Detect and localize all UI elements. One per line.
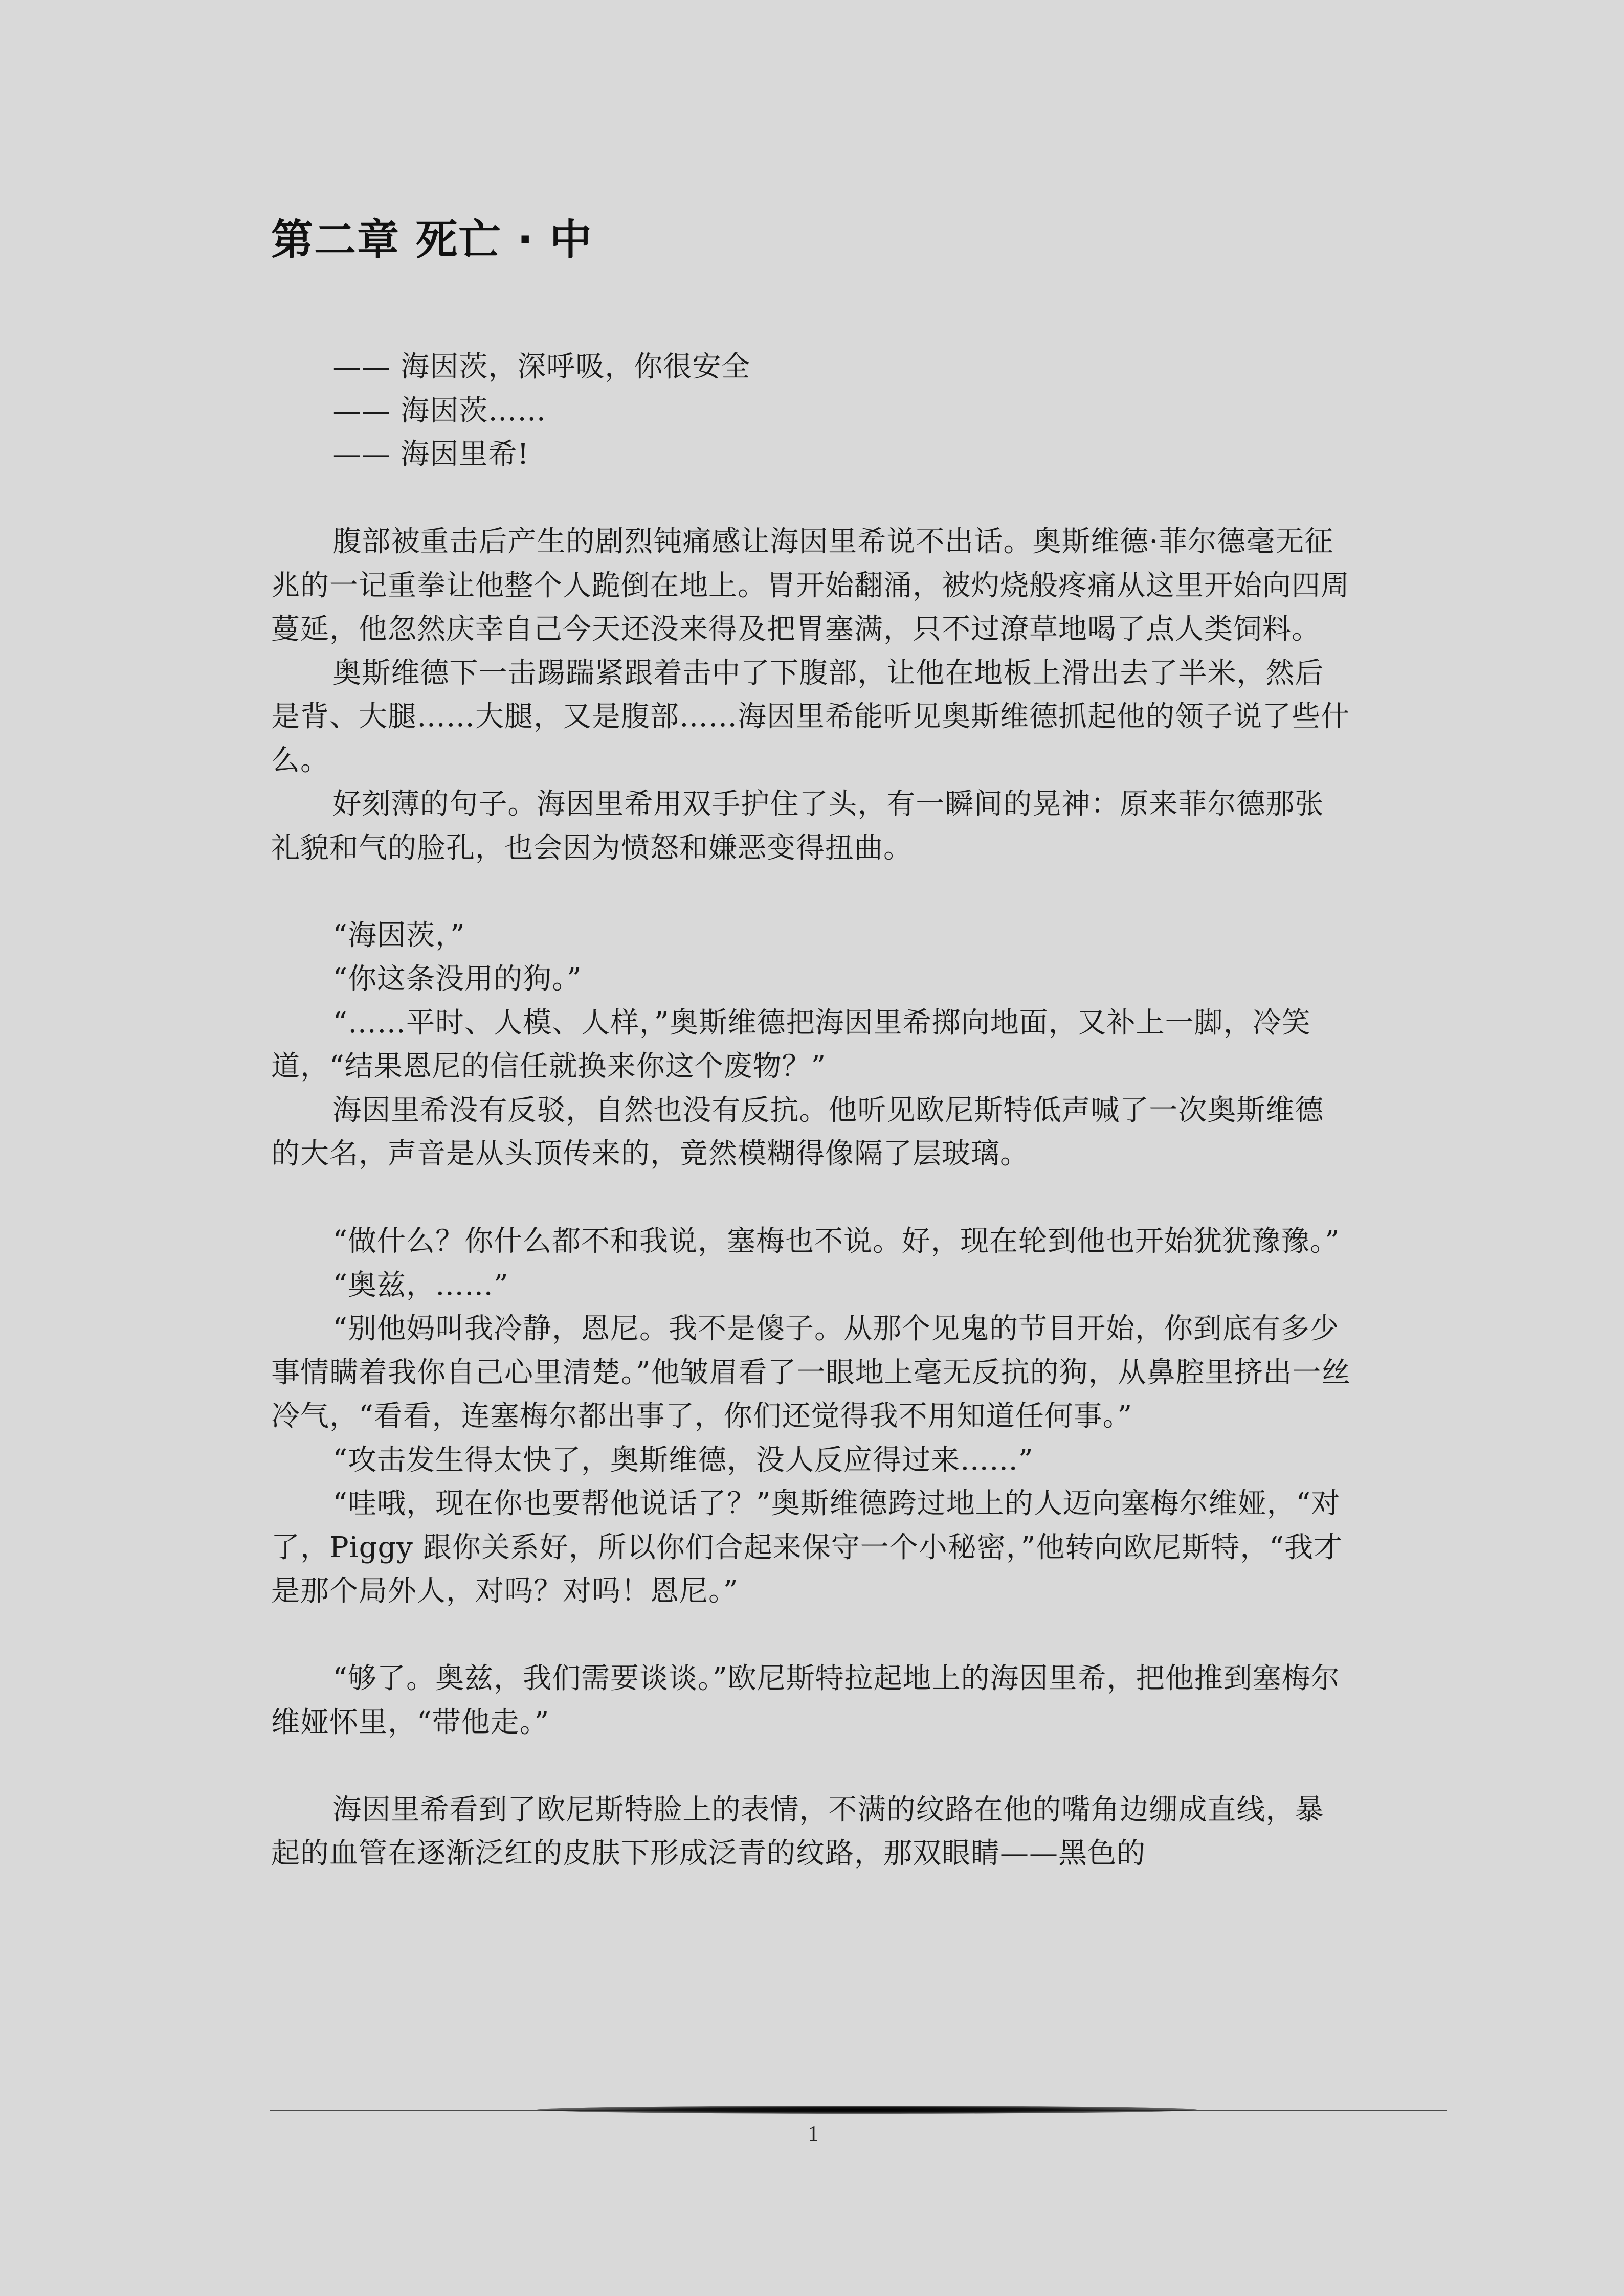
paragraph-gap	[271, 1613, 1353, 1657]
paragraph: 海因里希没有反驳，自然也没有反抗。他听见欧尼斯特低声喊了一次奥斯维德的大名，声音是从头顶传来的，竟然模糊得像隔了层玻璃。	[271, 1093, 1324, 1170]
paragraph: “海因茨，”	[332, 918, 465, 952]
paragraph: “攻击发生得太快了，奥斯维德，没人反应得过来……”	[332, 1443, 1034, 1477]
paragraph-gap	[271, 477, 1353, 521]
page-number: 1	[808, 2122, 819, 2146]
paragraph: 好刻薄的句子。海因里希用双手护住了头，有一瞬间的晃神：原来菲尔德那张礼貌和气的脸孔，也会因为愤怒和嫌恶变得扭曲。	[271, 787, 1324, 865]
chapter-title: 第二章 死亡 · 中	[271, 216, 593, 264]
paragraph: “哇哦，现在你也要帮他说话了？”奥斯维德跨过地上的人迈向塞梅尔维娅，“对了，Piggy 跟你关系好，所以你们合起来保守一个小秘密，”他转向欧尼斯特，“我才是那个局外人，对吗？对吗！恩尼。”	[271, 1487, 1343, 1608]
paragraph-gap	[271, 870, 1353, 914]
body-text	[271, 345, 1353, 1876]
paragraph: —— 海因茨，深呼吸，你很安全	[332, 350, 751, 384]
paragraph: “够了。奥兹，我们需要谈谈。”欧尼斯特拉起地上的海因里希，把他推到塞梅尔维娅怀里，“带他走。”	[271, 1662, 1340, 1739]
paragraph: 奥斯维德下一击踢踹紧跟着击中了下腹部，让他在地板上滑出去了半米，然后是背、大腿……大腿，又是腹部……海因里希能听见奥斯维德抓起他的领子说了些什么。	[271, 656, 1350, 777]
paragraph: “做什么？你什么都不和我说，塞梅也不说。好，现在轮到他也开始犹犹豫豫。”	[332, 1225, 1340, 1258]
paragraph-gap	[271, 1744, 1353, 1788]
paragraph: “你这条没用的狗。”	[332, 962, 582, 996]
paragraph-gap	[271, 1176, 1353, 1220]
footer-ornament	[537, 2106, 1197, 2114]
paragraph: “……平时、人模、人样，”奥斯维德把海因里希掷向地面，又补上一脚，冷笑道，“结果恩尼的信任就换来你这个废物？”	[271, 1006, 1311, 1083]
paragraph: —— 海因茨……	[332, 394, 547, 427]
paragraph: “别他妈叫我冷静，恩尼。我不是傻子。从那个见鬼的节目开始，你到底有多少事情瞒着我你自己心里清楚。”他皱眉看了一眼地上毫无反抗的狗，从鼻腔里挤出一丝冷气，“看看，连塞梅尔都出事了，你们还觉得我不用知道任何事。”	[271, 1312, 1351, 1433]
paragraph: 腹部被重击后产生的剧烈钝痛感让海因里希说不出话。奥斯维德·菲尔德毫无征兆的一记重拳让他整个人跪倒在地上。胃开始翻涌，被灼烧般疼痛从这里开始向四周蔓延，他忽然庆幸自己今天还没来得及把胃塞满，只不过潦草地喝了点人类饲料。	[271, 525, 1350, 646]
paragraph: “奥兹，……”	[332, 1268, 509, 1302]
paragraph: —— 海因里希!	[332, 438, 529, 471]
paragraph: 海因里希看到了欧尼斯特脸上的表情，不满的纹路在他的嘴角边绷成直线，暴起的血管在逐渐泛红的皮肤下形成泛青的纹路，那双眼睛——黑色的	[271, 1793, 1324, 1870]
